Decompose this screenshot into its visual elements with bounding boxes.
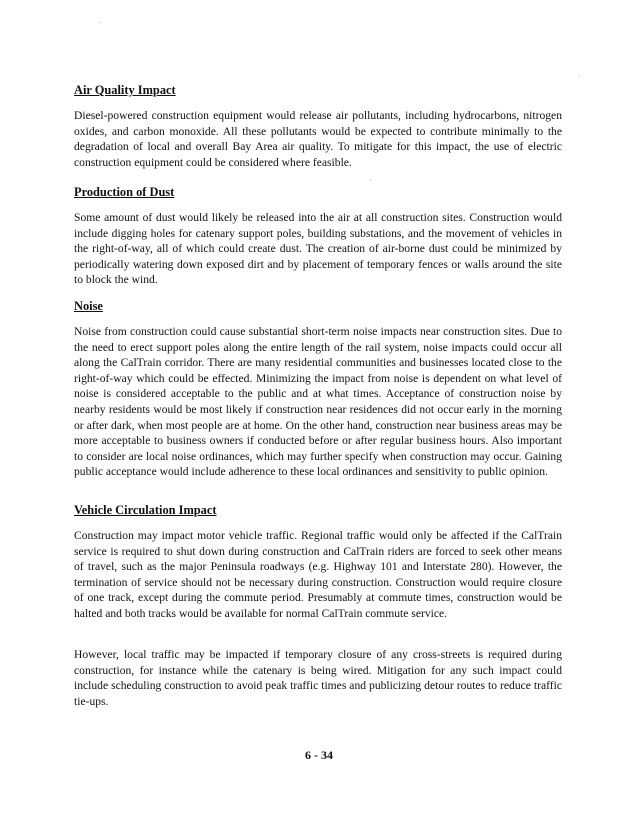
section-heading: Noise: [74, 299, 103, 313]
section-paragraph: Noise from construction could cause substantial short-term noise impacts near construction sites. Due to the need to erect support poles along the entire length of the rail system, noise impacts could occur all along the CalTrain corridor. There are many residential communities and businesses located close to the right-of-way which could be effected. Minimizing the impact from noise is dependent on what level of noise is considered acceptable to the public and at what times. Acceptance of construction noise by nearby residents would be most likely if construction near residences did not occur early in the morning or after dark, when most people are at home. On the other hand, construction near business areas may be more acceptable to business owners if conducted before or after regular business hours. Also important to consider are local noise ordinances, which may further specify when construction may occur. Gaining public acceptance would include adherence to these local ordinances and sensitivity to public opinion.: [74, 325, 562, 479]
section-heading: Production of Dust: [74, 185, 175, 199]
scan-speck: [100, 22, 101, 23]
section-paragraph: Construction may impact motor vehicle traffic. Regional traffic would only be affected if the CalTrain service is required to shut down during construction and CalTrain riders are forced to seek other means of travel, such as the major Peninsula roadways (e.g. Highway 101 and Interstate 280). However, the termination of service should not be necessary during construction. Construction would require closure of one track, except during the commute period. Presumably at commute times, construction would be halted and both tracks would be available for normal CalTrain commute service.: [74, 529, 562, 620]
page-number: 6 - 34: [305, 748, 333, 762]
section-vehicle-circulation: [74, 502, 562, 638]
section-heading: Vehicle Circulation Impact: [74, 503, 217, 517]
section-heading: Air Quality Impact: [74, 83, 176, 97]
section-paragraph: However, local traffic may be impacted if temporary closure of any cross-streets is required during construction, for instance while the catenary is being wired. Mitigation for any such impact could include scheduling construction to avoid peak traffic times and publicizing detour routes to reduce traffic tie-ups.: [74, 648, 562, 708]
section-paragraph: Some amount of dust would likely be released into the air at all construction sites. Construction would include digging holes for catenary support poles, building substations, and the movement of vehicles in the right-of-way, all of which could create dust. The creation of air-borne dust could be minimized by periodically watering down exposed dirt and by placement of temporary fences or walls around the site to block the wind.: [74, 211, 562, 287]
section-air-quality: [74, 82, 562, 186]
scan-speck: [579, 76, 580, 77]
section-dust: [74, 184, 562, 304]
section-paragraph: Diesel-powered construction equipment would release air pollutants, including hydrocarbons, nitrogen oxides, and carbon monoxide. All these pollutants would be expected to contribute minimally to the degradation of local and overall Bay Area air quality. To mitigate for this impact, the use of electric construction equipment could be considered where feasible.: [74, 109, 562, 169]
section-noise: [74, 298, 562, 496]
